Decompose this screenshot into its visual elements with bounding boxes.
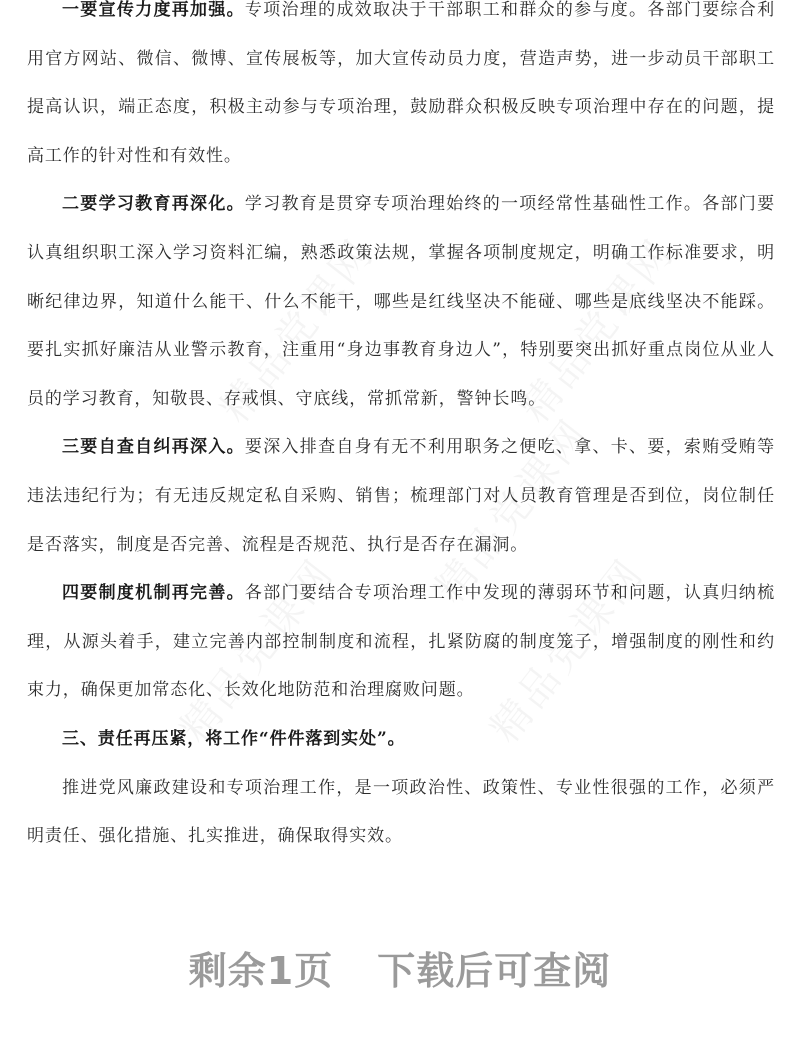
paragraph-closing: 推进党风廉政建设和专项治理工作，是一项政治性、政策性、专业性很强的工作，必须严明责任、强化措施、扎实推进，确保取得实效。 bbox=[27, 777, 775, 847]
paragraph-institutions bbox=[27, 569, 775, 715]
remaining-pages-label: 剩余1页 bbox=[188, 949, 334, 993]
paragraph-body: 学习教育是贯穿专项治理始终的一项经常性基础性工作。各部门要认真组织职工深入学习资料汇编，熟悉政策法规，掌握各项制度规定，明确工作标准要求，明晰纪律边界，知道什么能干、什么不能干，哪些是红线坚决不能碰、哪些是底线坚决不能踩。要扎实抓好廉洁从业警示教育，注重用“身边事教育身边人”，特别要突出抓好重点岗位从业人员的学习教育，知敬畏、存戒惧、守底线，常抓常新，警钟长鸣。 bbox=[27, 194, 775, 409]
paragraph-self-inspection bbox=[27, 423, 775, 569]
document-page bbox=[27, 0, 775, 861]
paragraph-body: 专项治理的成效取决于干部职工和群众的参与度。各部门要综合利用官方网站、微信、微博、宣传展板等，加大宣传动员力度，营造声势，进一步动员干部职工提高认识，端正态度，积极主动参与专项治理，鼓励群众积极反映专项治理中存在的问题，提高工作的针对性和有效性。 bbox=[27, 0, 775, 166]
paragraph-lead: 四要制度机制再完善。 bbox=[62, 583, 245, 604]
paragraph-lead: 三要自查自纠再深入。 bbox=[62, 437, 245, 458]
download-banner[interactable] bbox=[0, 940, 800, 995]
paragraph-lead: 一要宣传力度再加强。 bbox=[62, 0, 245, 20]
paragraph-body: 各部门要结合专项治理工作中发现的薄弱环节和问题，认真归纳梳理，从源头着手，建立完善内部控制制度和流程，扎紧防腐的制度笼子，增强制度的刚性和约束力，确保更加常态化、长效化地防范和治理腐败问题。 bbox=[27, 583, 775, 701]
section-heading: 三、责任再压紧，将工作“件件落到实处”。 bbox=[62, 728, 406, 749]
paragraph-lead: 二要学习教育再深化。 bbox=[62, 194, 245, 215]
paragraph-publicity bbox=[27, 0, 775, 180]
download-hint-label: 下载后可查阅 bbox=[377, 949, 612, 993]
paragraph-body: 要深入排查自身有无不利用职务之便吃、拿、卡、要，索贿受贿等违法违纪行为；有无违反规定私自采购、销售；梳理部门对人员教育管理是否到位，岗位制任是否落实，制度是否完善、流程是否规范、执行是否存在漏洞。 bbox=[27, 437, 775, 555]
paragraph-education bbox=[27, 180, 775, 423]
